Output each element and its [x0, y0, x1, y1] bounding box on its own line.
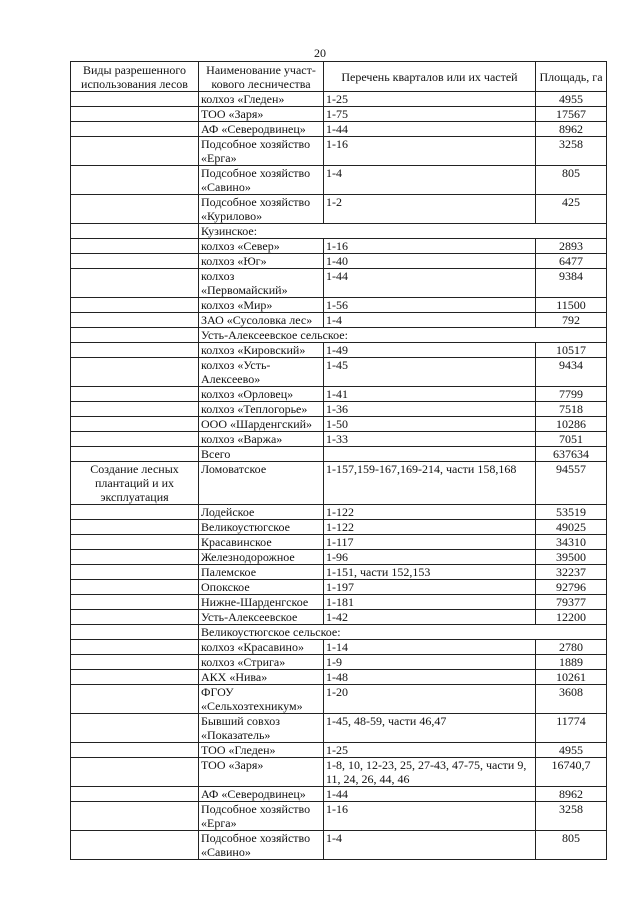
- area-cell: 39500: [536, 550, 607, 565]
- table-row: [71, 595, 607, 610]
- table-row: [71, 610, 607, 625]
- quarters-cell: 1-4: [324, 831, 536, 860]
- forestry-name-cell: Усть-Алексеевское: [199, 610, 324, 625]
- forest-use-table: [70, 61, 607, 860]
- use-type-cell: [71, 137, 199, 166]
- area-cell: 53519: [536, 505, 607, 520]
- use-type-cell: [71, 625, 199, 640]
- area-cell: 10286: [536, 417, 607, 432]
- use-type-cell: [71, 298, 199, 313]
- use-type-cell: [71, 535, 199, 550]
- area-cell: 792: [536, 313, 607, 328]
- area-cell: 79377: [536, 595, 607, 610]
- section-heading: Кузинское:: [199, 224, 607, 239]
- use-type-cell: [71, 107, 199, 122]
- quarters-cell: 1-122: [324, 505, 536, 520]
- forestry-name-cell: Лодейское: [199, 505, 324, 520]
- table-row: [71, 655, 607, 670]
- quarters-cell: 1-8, 10, 12-23, 25, 27-43, 47-75, части 9, 11, 24, 26, 44, 46: [324, 758, 536, 787]
- table-row: [71, 269, 607, 298]
- table-row: [71, 137, 607, 166]
- forestry-name-cell: колхоз «Север»: [199, 239, 324, 254]
- use-type-cell: [71, 387, 199, 402]
- table-row: [71, 565, 607, 580]
- forestry-name-cell: Великоустюгское: [199, 520, 324, 535]
- table-row: [71, 447, 607, 462]
- table-row: [71, 580, 607, 595]
- table-row: [71, 343, 607, 358]
- section-row: [71, 625, 607, 640]
- forestry-name-cell: АФ «Северодвинец»: [199, 787, 324, 802]
- table-row: [71, 92, 607, 107]
- use-type-cell: [71, 122, 199, 137]
- section-row: [71, 224, 607, 239]
- area-cell: 12200: [536, 610, 607, 625]
- area-cell: 425: [536, 195, 607, 224]
- header-quarters: Перечень кварталов или их частей: [324, 62, 536, 92]
- forestry-name-cell: ТОО «Заря»: [199, 758, 324, 787]
- area-cell: 805: [536, 831, 607, 860]
- use-type-cell: [71, 92, 199, 107]
- area-cell: 11774: [536, 714, 607, 743]
- area-cell: 11500: [536, 298, 607, 313]
- forestry-name-cell: ООО «Шарденгский»: [199, 417, 324, 432]
- table-row: [71, 402, 607, 417]
- area-cell: 34310: [536, 535, 607, 550]
- table-row: [71, 685, 607, 714]
- forestry-name-cell: Подсобное хозяйство «Савино»: [199, 831, 324, 860]
- use-type-cell: [71, 610, 199, 625]
- use-type-cell: [71, 417, 199, 432]
- area-cell: 7518: [536, 402, 607, 417]
- use-type-cell: [71, 195, 199, 224]
- table-row: [71, 313, 607, 328]
- area-cell: 9434: [536, 358, 607, 387]
- area-cell: 4955: [536, 92, 607, 107]
- forestry-name-cell: колхоз «Мир»: [199, 298, 324, 313]
- quarters-cell: 1-16: [324, 802, 536, 831]
- table-row: [71, 670, 607, 685]
- area-cell: 92796: [536, 580, 607, 595]
- table-row: [71, 122, 607, 137]
- forestry-name-cell: колхоз «Гледен»: [199, 92, 324, 107]
- page-number: 20: [314, 46, 326, 60]
- table-row: [71, 714, 607, 743]
- quarters-cell: 1-16: [324, 137, 536, 166]
- quarters-cell: 1-50: [324, 417, 536, 432]
- use-type-cell: [71, 580, 199, 595]
- table-body: [71, 92, 607, 860]
- forestry-name-cell: Нижне-Шарденгское: [199, 595, 324, 610]
- quarters-cell: 1-20: [324, 685, 536, 714]
- use-type-cell: Создание лесных плантаций и их эксплуатация: [71, 462, 199, 505]
- use-type-cell: [71, 224, 199, 239]
- quarters-cell: 1-44: [324, 269, 536, 298]
- area-cell: 10517: [536, 343, 607, 358]
- use-type-cell: [71, 166, 199, 195]
- quarters-cell: 1-25: [324, 743, 536, 758]
- table-row: [71, 239, 607, 254]
- use-type-cell: [71, 685, 199, 714]
- use-type-cell: [71, 343, 199, 358]
- quarters-cell: 1-49: [324, 343, 536, 358]
- forestry-name-cell: Подсобное хозяйство «Ерга»: [199, 137, 324, 166]
- table-row: [71, 387, 607, 402]
- table-row: [71, 254, 607, 269]
- forestry-name-cell: Ломоватское: [199, 462, 324, 505]
- quarters-cell: 1-16: [324, 239, 536, 254]
- quarters-cell: 1-9: [324, 655, 536, 670]
- use-type-cell: [71, 743, 199, 758]
- use-type-cell: [71, 447, 199, 462]
- use-type-cell: [71, 432, 199, 447]
- area-cell: 49025: [536, 520, 607, 535]
- forestry-name-cell: колхоз «Кировский»: [199, 343, 324, 358]
- table-row: [71, 802, 607, 831]
- area-cell: 637634: [536, 447, 607, 462]
- quarters-cell: 1-181: [324, 595, 536, 610]
- forestry-name-cell: АКХ «Нива»: [199, 670, 324, 685]
- area-cell: 3258: [536, 802, 607, 831]
- table-row: [71, 166, 607, 195]
- quarters-cell: 1-151, части 152,153: [324, 565, 536, 580]
- section-heading: Усть-Алексеевское сельское:: [199, 328, 607, 343]
- quarters-cell: 1-96: [324, 550, 536, 565]
- use-type-cell: [71, 239, 199, 254]
- forestry-name-cell: колхоз «Варжа»: [199, 432, 324, 447]
- area-cell: 10261: [536, 670, 607, 685]
- quarters-cell: 1-48: [324, 670, 536, 685]
- forestry-name-cell: ЗАО «Сусоловка лес»: [199, 313, 324, 328]
- table-row: [71, 417, 607, 432]
- area-cell: 16740,7: [536, 758, 607, 787]
- use-type-cell: [71, 520, 199, 535]
- use-type-cell: [71, 313, 199, 328]
- quarters-cell: 1-56: [324, 298, 536, 313]
- quarters-cell: 1-45, 48-59, части 46,47: [324, 714, 536, 743]
- forestry-name-cell: ТОО «Гледен»: [199, 743, 324, 758]
- forestry-name-cell: колхоз «Усть-Алексеево»: [199, 358, 324, 387]
- quarters-cell: 1-75: [324, 107, 536, 122]
- use-type-cell: [71, 328, 199, 343]
- table-row: [71, 758, 607, 787]
- use-type-cell: [71, 550, 199, 565]
- area-cell: 8962: [536, 122, 607, 137]
- forestry-name-cell: колхоз «Первомайский»: [199, 269, 324, 298]
- quarters-cell: 1-4: [324, 313, 536, 328]
- header-area: Площадь, га: [536, 62, 607, 92]
- use-type-cell: [71, 595, 199, 610]
- forestry-name-cell: колхоз «Стрига»: [199, 655, 324, 670]
- area-cell: 7799: [536, 387, 607, 402]
- area-cell: 17567: [536, 107, 607, 122]
- quarters-cell: 1-14: [324, 640, 536, 655]
- quarters-cell: 1-40: [324, 254, 536, 269]
- area-cell: 805: [536, 166, 607, 195]
- forestry-name-cell: Всего: [199, 447, 324, 462]
- table-row: [71, 462, 607, 505]
- table-row: [71, 195, 607, 224]
- quarters-cell: 1-36: [324, 402, 536, 417]
- forestry-name-cell: ТОО «Заря»: [199, 107, 324, 122]
- table-row: [71, 550, 607, 565]
- area-cell: 8962: [536, 787, 607, 802]
- use-type-cell: [71, 269, 199, 298]
- use-type-cell: [71, 565, 199, 580]
- quarters-cell: 1-41: [324, 387, 536, 402]
- quarters-cell: 1-4: [324, 166, 536, 195]
- forestry-name-cell: Бывший совхоз «Показатель»: [199, 714, 324, 743]
- forestry-name-cell: колхоз «Юг»: [199, 254, 324, 269]
- area-cell: 2780: [536, 640, 607, 655]
- quarters-cell: 1-33: [324, 432, 536, 447]
- section-row: [71, 328, 607, 343]
- forestry-name-cell: ФГОУ «Сельхозтехникум»: [199, 685, 324, 714]
- area-cell: 32237: [536, 565, 607, 580]
- section-heading: Великоустюгское сельское:: [199, 625, 607, 640]
- table-row: [71, 520, 607, 535]
- area-cell: 3608: [536, 685, 607, 714]
- use-type-cell: [71, 402, 199, 417]
- quarters-cell: 1-122: [324, 520, 536, 535]
- forestry-name-cell: АФ «Северодвинец»: [199, 122, 324, 137]
- forestry-name-cell: Подсобное хозяйство «Курилово»: [199, 195, 324, 224]
- table-header-row: [71, 62, 607, 92]
- table-row: [71, 535, 607, 550]
- use-type-cell: [71, 640, 199, 655]
- header-forestry-name: Наименование участ-кового лесничества: [199, 62, 324, 92]
- table-row: [71, 787, 607, 802]
- forestry-name-cell: колхоз «Орловец»: [199, 387, 324, 402]
- forestry-name-cell: Палемское: [199, 565, 324, 580]
- use-type-cell: [71, 505, 199, 520]
- area-cell: 9384: [536, 269, 607, 298]
- area-cell: 2893: [536, 239, 607, 254]
- forestry-name-cell: Подсобное хозяйство «Ерга»: [199, 802, 324, 831]
- quarters-cell: [324, 447, 536, 462]
- use-type-cell: [71, 670, 199, 685]
- forestry-name-cell: колхоз «Теплогорье»: [199, 402, 324, 417]
- area-cell: 6477: [536, 254, 607, 269]
- forestry-name-cell: Железнодорожное: [199, 550, 324, 565]
- quarters-cell: 1-45: [324, 358, 536, 387]
- forestry-name-cell: Подсобное хозяйство «Савино»: [199, 166, 324, 195]
- quarters-cell: 1-44: [324, 122, 536, 137]
- quarters-cell: 1-44: [324, 787, 536, 802]
- quarters-cell: 1-157,159-167,169-214, части 158,168: [324, 462, 536, 505]
- forestry-name-cell: Опокское: [199, 580, 324, 595]
- table-row: [71, 743, 607, 758]
- area-cell: 7051: [536, 432, 607, 447]
- area-cell: 4955: [536, 743, 607, 758]
- use-type-cell: [71, 655, 199, 670]
- table-row: [71, 640, 607, 655]
- use-type-cell: [71, 802, 199, 831]
- area-cell: 94557: [536, 462, 607, 505]
- quarters-cell: 1-42: [324, 610, 536, 625]
- table-row: [71, 107, 607, 122]
- quarters-cell: 1-25: [324, 92, 536, 107]
- table-row: [71, 432, 607, 447]
- forestry-name-cell: Красавинское: [199, 535, 324, 550]
- use-type-cell: [71, 358, 199, 387]
- use-type-cell: [71, 714, 199, 743]
- quarters-cell: 1-197: [324, 580, 536, 595]
- table-row: [71, 831, 607, 860]
- use-type-cell: [71, 758, 199, 787]
- use-type-cell: [71, 254, 199, 269]
- table-row: [71, 505, 607, 520]
- forestry-name-cell: колхоз «Красавино»: [199, 640, 324, 655]
- use-type-cell: [71, 787, 199, 802]
- area-cell: 1889: [536, 655, 607, 670]
- quarters-cell: 1-117: [324, 535, 536, 550]
- header-use-type: Виды разрешенного использования лесов: [71, 62, 199, 92]
- area-cell: 3258: [536, 137, 607, 166]
- use-type-cell: [71, 831, 199, 860]
- table-row: [71, 298, 607, 313]
- table-row: [71, 358, 607, 387]
- quarters-cell: 1-2: [324, 195, 536, 224]
